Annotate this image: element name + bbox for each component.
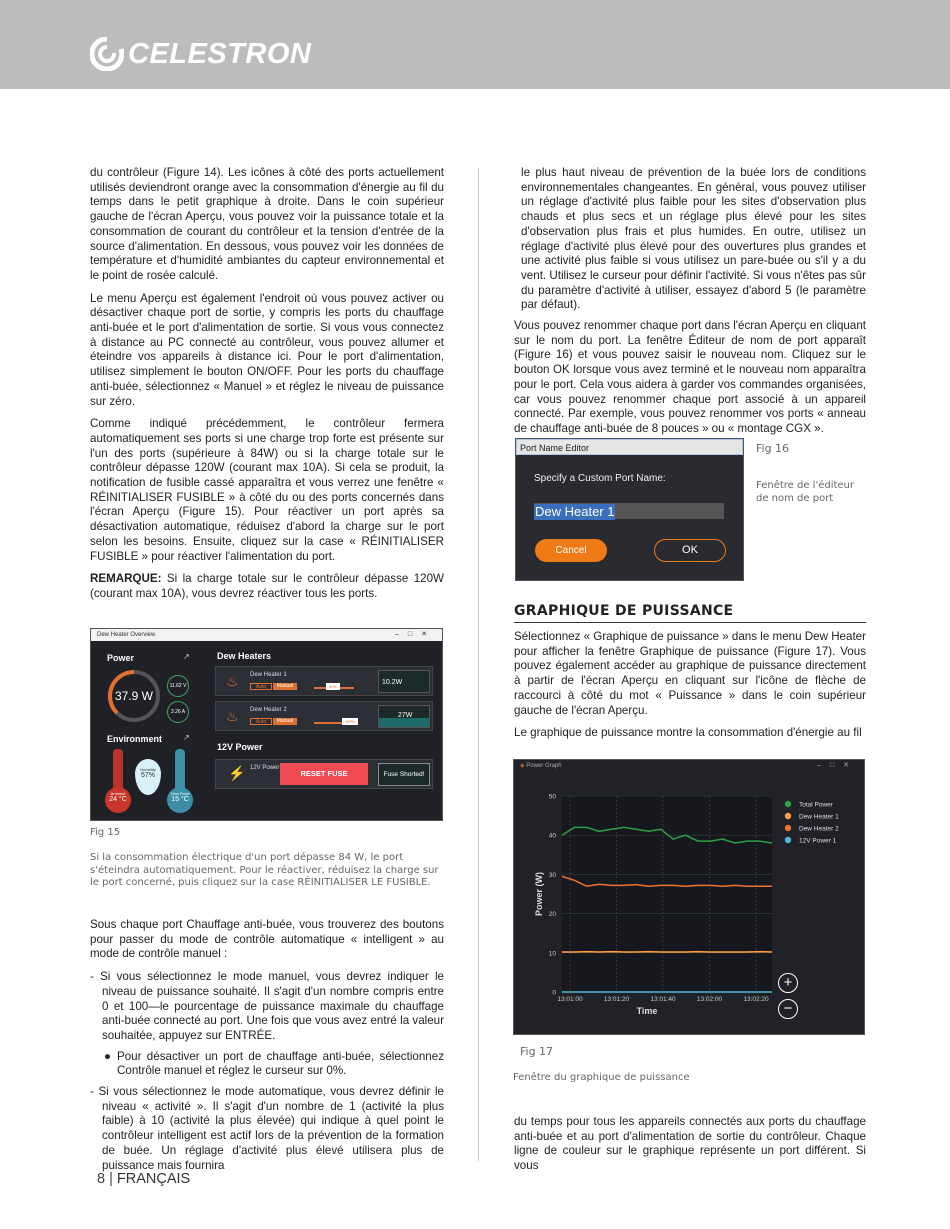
window-titlebar: [91, 629, 442, 641]
note-label: REMARQUE:: [90, 572, 162, 586]
environment-label: Environment: [107, 734, 163, 744]
port-name-input[interactable]: Dew Heater 1: [534, 503, 724, 519]
note-paragraph: [90, 572, 444, 601]
y-tick-label: 30: [548, 871, 556, 879]
paragraph: Sélectionnez « Graphique de puissance » dans le menu Dew Heater pour afficher la fenêtre Graphique de puissance (Figure 17). Vous pouvez également accéder au graphique de puissance directement à partir de l'écran Aperçu en cliquant sur l'icône de flèche de raccourci à côté du mot « Puissance » dans le coin supérieur gauche de l'écran Aperçu.: [514, 630, 866, 717]
list-item: - Si vous sélectionnez le mode manuel, vous devrez indiquer le niveau de puissance souhaité. Il s'agit d'un nombre compris entre 0 et 100—le pourcentage de puissance maximale du chauffage anti-buée connecté au port. Une fois que vous avez entré la valeur souhaitée, appuyez sur ENTRÉE.: [90, 970, 444, 1042]
power-graph-window: [513, 759, 865, 1035]
heater1-name[interactable]: Dew Heater 1: [250, 672, 287, 678]
footer-language: FRANÇAIS: [116, 1171, 191, 1187]
right-column-lower: [514, 1115, 866, 1182]
list-item: - Si vous sélectionnez le mode automatique, vous devrez définir le niveau « activité ». Il s'agit d'un nombre de 1 (activité la plus faible) à 10 (activité la plus élevée) qui indique à quel point le contrôleur intelligent est actif lors de la prévention de la formation de buée. Un réglage d'activité plus élevé utilisera plus de puissance mais fournira: [90, 1085, 444, 1172]
legend-label: Dew Heater 1: [799, 813, 839, 821]
x-tick-label: 13:02:20: [743, 996, 769, 1003]
column-divider: [478, 168, 479, 1161]
window-titlebar: [514, 760, 864, 772]
legend-label: Total Power: [799, 801, 833, 809]
bullet-dot: ●: [104, 1049, 112, 1063]
legend-marker: [785, 825, 791, 831]
power-value: 37.9 W: [114, 689, 153, 703]
brand-name: CELESTRON: [128, 37, 312, 70]
auto-button[interactable]: Auto: [250, 718, 272, 725]
y-tick-label: 0: [552, 989, 556, 997]
current-badge: 3.26 A: [167, 701, 189, 723]
fig16-caption: Fenêtre de l'éditeur de nom de port: [756, 480, 854, 504]
ok-button[interactable]: OK: [654, 539, 726, 562]
legend-marker: [785, 801, 791, 807]
flame-icon: ♨: [226, 708, 239, 724]
power12-row: [215, 759, 433, 789]
manual-button[interactable]: Manual: [273, 718, 297, 725]
y-tick-label: 40: [548, 832, 556, 840]
humidity-drop: Humidity 57%: [135, 759, 161, 795]
ambient-bulb: Ambient 24 °C: [105, 787, 131, 813]
slider-value: 100%: [342, 718, 358, 725]
zoom-in-button[interactable]: +: [778, 973, 798, 993]
window-controls[interactable]: –□✕: [395, 631, 436, 638]
voltage-badge: 11.62 V: [167, 675, 189, 697]
dew-heater-overview-window: [90, 628, 443, 821]
paragraph: Le graphique de puissance montre la consommation d'énergie au fil: [514, 726, 862, 740]
x-axis-label: Time: [636, 1006, 658, 1016]
right-column: [514, 166, 866, 445]
manual-button[interactable]: Manual: [273, 683, 297, 690]
flame-icon: ♨: [226, 673, 239, 689]
window-title: Port Name Editor: [516, 439, 743, 455]
paragraph: Le menu Aperçu est également l'endroit où vous pouvez activer ou désactiver chaque port de sortie, y compris les ports du chauffage anti-buée et le port d'alimentation de sortie. Si vous vous connectez à distance au PC connecté au contrôleur, vous pouvez allumer et éteindre vos appareils à distance ici. Pour le port d'alimentation, utilisez simplement le bouton ON/OFF. Pour les ports du chauffage anti-buée, sélectionnez « Manuel » et réglez le niveau de puissance sur zéro.: [90, 291, 444, 408]
window-controls[interactable]: –□✕: [817, 762, 858, 769]
bullet-item: ● Pour désactiver un port de chauffage anti-buée, sélectionnez Contrôle manuel et réglez le curseur sur 0%.: [104, 1049, 444, 1078]
note-text: Si la charge totale sur le contrôleur dépasse 120W (courant max 10A), vous devrez réactiver tous les ports.: [90, 572, 444, 600]
prompt-label: Specify a Custom Port Name:: [534, 473, 666, 484]
paragraph: le plus haut niveau de prévention de la buée lors de conditions environnementales changeantes. En général, vous pouvez utiliser un réglage d'activité plus faible pour les sites d'observation plus chauds et plus secs et un réglage plus élevé pour les sites d'observation plus frais et plus humides. En outre, utilisez un réglage d'activité plus élevé pour des ouvertures plus grandes et une activité plus faible si vous utilisez un pare-buée ou s'il y a du vent. Utilisez le curseur pour définir l'activité. Si vous n'êtes pas sûr du paramètre d'activité à utiliser, essayez d'abord 5 (le paramètre par défaut).: [521, 166, 866, 312]
page-footer: 8 | FRANÇAIS: [97, 1171, 191, 1187]
window-title: Dew Heater Overview: [97, 632, 156, 638]
y-tick-label: 20: [548, 911, 556, 919]
x-tick-label: 13:01:00: [557, 996, 583, 1003]
zoom-out-button[interactable]: −: [778, 999, 798, 1019]
heater2-name[interactable]: Dew Heater 2: [250, 707, 287, 713]
fig16-label: Fig 16: [756, 442, 790, 455]
x-tick-label: 13:02:00: [696, 996, 723, 1003]
cancel-button[interactable]: Cancel: [535, 539, 607, 562]
window-title: Power Graph: [526, 763, 562, 769]
y-tick-label: 50: [548, 793, 556, 801]
heater1-row: [215, 666, 433, 696]
celestron-swirl-icon: [90, 37, 124, 71]
x-tick-label: 13:01:20: [603, 996, 630, 1003]
power12-name[interactable]: 12V Power: [250, 765, 280, 771]
page-header: [0, 0, 950, 89]
paragraph: du contrôleur (Figure 14). Les icônes à côté des ports actuellement utilisés deviendront orange avec la consommation d'énergie au fil du temps dans le petit graphique à droite. Dans le coin supérieur gauche de l'écran Aperçu, vous pouvez voir la puissance totale et la consommation de courant du contrôleur et la tension d'entrée de la source d'alimentation. En dessous, vous pouvez voir les données de température et d'humidité ambiantes du capteur environnemental et le point de rosée calculé.: [90, 166, 444, 282]
plot-area: [562, 796, 772, 992]
heater2-row: [215, 701, 433, 731]
heater1-value: 10.2W: [382, 679, 403, 686]
celestron-logo: [90, 34, 311, 74]
paragraph: Vous pouvez renommer chaque port dans l'écran Aperçu en cliquant sur le nom du port. La fenêtre Éditeur de nom de port apparaît (Figure 16) et vous pouvez saisir le nouveau nom. Cliquez sur le bouton OK lorsque vous avez terminé et le nouveau nom apparaîtra pour le port. Cela vous aidera à garder vos commandes organisées, car vous pouvez renommer chaque port associé à un appareil connecté. Par exemple, vous pouvez renommer vos ports « anneau de chauffage anti-buée de 8 pouces » ou « montage CGX ».: [514, 319, 866, 435]
auto-button[interactable]: Auto: [250, 683, 272, 690]
lightning-icon: ⚡: [228, 765, 246, 781]
dewpoint-bulb: Dew Point 15 °C: [167, 787, 193, 813]
legend-marker: [785, 813, 791, 819]
shortcut-arrow-icon[interactable]: ↗: [183, 652, 190, 661]
slider-value: 30%: [326, 683, 340, 690]
power12-title: 12V Power: [217, 742, 263, 752]
legend-label: 12V Power 1: [799, 837, 837, 845]
legend-label: Dew Heater 2: [799, 825, 839, 833]
fig17-caption: Fenêtre du graphique de puissance: [513, 1072, 690, 1083]
section-title: GRAPHIQUE DE PUISSANCE: [514, 603, 866, 623]
right-column-middle: [514, 630, 866, 749]
shortcut-arrow-icon[interactable]: ↗: [183, 733, 190, 742]
fig15-caption: Si la consommation électrique d'un port dépasse 84 W, le port s'éteindra automatiquement. Pour le réactiver, réduisez la charge sur le port concerné, puis cliquez sur la case RÉINITIALISER LE FUSIBLE.: [90, 852, 439, 888]
left-column: [90, 166, 444, 610]
paragraph: du temps pour tous les appareils connectés aux ports du chauffage anti-buée et au port d'alimentation de sortie du contrôleur. Chaque ligne de couleur sur le graphique représente un port différent. Si vous: [514, 1115, 866, 1173]
fig15-label: Fig 15: [90, 827, 121, 838]
power-label: Power: [107, 653, 135, 663]
dew-heaters-title: Dew Heaters: [217, 651, 272, 661]
legend-marker: [785, 837, 791, 843]
power-chart: [514, 772, 864, 1034]
heater2-value: 27W: [398, 712, 413, 719]
paragraph: Sous chaque port Chauffage anti-buée, vous trouverez des boutons pour passer du mode de contrôle automatique « intelligent » au mode de contrôle manuel :: [90, 918, 444, 961]
fuse-status: Fuse Shorted!: [378, 763, 430, 786]
reset-fuse-button[interactable]: RESET FUSE: [280, 763, 368, 785]
paragraph: Comme indiqué précédemment, le contrôleur fermera automatiquement ses ports si une charge trop forte est présente sur l'un des ports (supérieure à 84W) ou si la charge totale sur le contrôleur dépasse 120W (courant max 10A). Si cela se produit, la notification de fusible cassé apparaîtra et vous verrez une fenêtre « RÉINITIALISER FUSIBLE » à côté du ou des ports concernés dans l'écran Aperçu (Figure 15). Pour réactiver un port après sa désactivation automatique, réduisez d'abord la charge sur le port selon les besoins. Ensuite, cliquez sur la case « RÉINITIALISER FUSIBLE » pour réactiver l'alimentation du port.: [90, 417, 444, 563]
x-tick-label: 13:01:40: [650, 996, 676, 1003]
y-axis-label: Power (W): [534, 872, 544, 916]
y-tick-label: 10: [548, 950, 556, 958]
page-number: 8: [97, 1171, 106, 1187]
app-icon: ◈: [520, 763, 527, 769]
fig17-label: Fig 17: [520, 1045, 554, 1058]
left-column-lower: [90, 918, 444, 1181]
port-name-editor-window: [515, 438, 744, 581]
